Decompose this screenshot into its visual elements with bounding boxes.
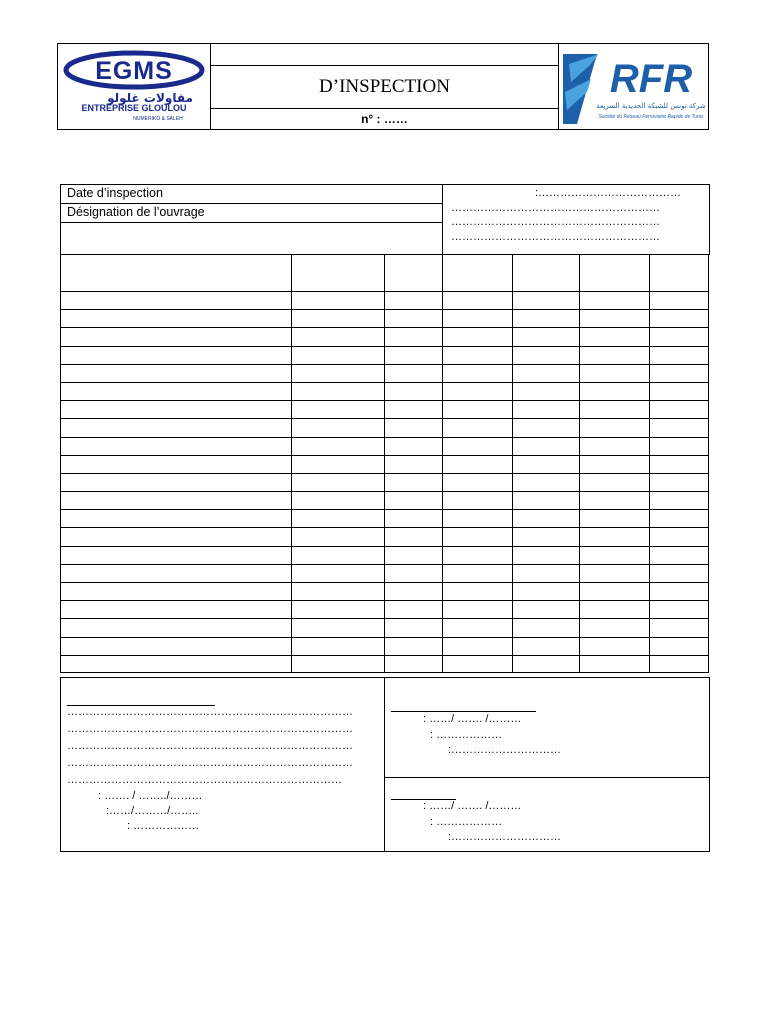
table-cell[interactable]: [650, 546, 709, 564]
table-cell[interactable]: [385, 328, 443, 346]
signature-section: [60, 677, 710, 852]
table-cell[interactable]: [61, 655, 292, 672]
table-row: [61, 346, 709, 364]
table-row: [61, 310, 709, 328]
table-cell[interactable]: [61, 364, 292, 382]
table-cell[interactable]: [443, 619, 513, 637]
table-cell[interactable]: [650, 583, 709, 601]
table-cell[interactable]: [513, 546, 580, 564]
table-row: [61, 419, 709, 437]
table-cell[interactable]: [443, 528, 513, 546]
table-cell[interactable]: [61, 328, 292, 346]
table-cell[interactable]: [443, 364, 513, 382]
table-cell[interactable]: [513, 310, 580, 328]
table-row: [61, 546, 709, 564]
right-top-date[interactable]: : ……/ ……. /………: [423, 713, 522, 725]
table-cell[interactable]: [513, 437, 580, 455]
table-cell[interactable]: [513, 583, 580, 601]
right-divider: [385, 777, 709, 778]
table-cell[interactable]: [580, 437, 650, 455]
right-top-heading-line: [391, 711, 536, 712]
table-cell[interactable]: [443, 382, 513, 400]
table-header-cell: [61, 255, 292, 292]
table-cell[interactable]: [443, 328, 513, 346]
table-cell[interactable]: [650, 328, 709, 346]
table-row: [61, 364, 709, 382]
table-cell[interactable]: [650, 528, 709, 546]
page-title: D’INSPECTION: [211, 66, 558, 109]
table-cell[interactable]: [61, 310, 292, 328]
table-cell[interactable]: [61, 292, 292, 310]
table-cell[interactable]: [443, 346, 513, 364]
table-cell[interactable]: [580, 619, 650, 637]
table-cell[interactable]: [443, 655, 513, 672]
left-date-1[interactable]: : ……. / ……../………: [98, 790, 203, 802]
table-row: [61, 455, 709, 473]
table-cell[interactable]: [650, 619, 709, 637]
table-header-cell: [385, 255, 443, 292]
table-cell[interactable]: [292, 619, 385, 637]
table-cell[interactable]: [292, 601, 385, 619]
table-cell[interactable]: [580, 346, 650, 364]
observation-line[interactable]: ……………………………………………………………………: [67, 740, 353, 752]
table-cell[interactable]: [292, 455, 385, 473]
table-cell[interactable]: [292, 510, 385, 528]
table-cell[interactable]: [385, 583, 443, 601]
table-row: [61, 583, 709, 601]
table-cell[interactable]: [61, 455, 292, 473]
observation-line[interactable]: ……………………………………………………………………: [67, 723, 353, 735]
table-row: [61, 473, 709, 491]
table-cell[interactable]: [61, 564, 292, 582]
inspection-info: [60, 184, 710, 255]
table-cell[interactable]: [580, 401, 650, 419]
table-cell[interactable]: [61, 346, 292, 364]
table-cell[interactable]: [385, 601, 443, 619]
table-header-cell: [292, 255, 385, 292]
rfr-arabic: شركة تونس للشبكة الحديدية السريعة: [596, 102, 706, 110]
table-cell[interactable]: [650, 401, 709, 419]
table-cell[interactable]: [513, 510, 580, 528]
table-cell[interactable]: [292, 637, 385, 655]
table-cell[interactable]: [580, 364, 650, 382]
table-cell[interactable]: [513, 382, 580, 400]
table-row: [61, 601, 709, 619]
table-cell[interactable]: [513, 619, 580, 637]
table-cell[interactable]: [513, 564, 580, 582]
table-cell[interactable]: [443, 292, 513, 310]
table-cell[interactable]: [650, 637, 709, 655]
table-cell[interactable]: [650, 492, 709, 510]
table-cell[interactable]: [61, 382, 292, 400]
egms-sub: NUMERIKO & SALEH: [133, 116, 183, 122]
table-row: [61, 492, 709, 510]
table-row: [61, 564, 709, 582]
table-cell[interactable]: [443, 419, 513, 437]
table-cell[interactable]: [61, 601, 292, 619]
observation-line[interactable]: …………………………………………………………………: [67, 774, 342, 786]
table-cell[interactable]: [513, 364, 580, 382]
table-cell[interactable]: [385, 455, 443, 473]
egms-mark: EGMS: [95, 57, 173, 85]
table-cell[interactable]: [385, 492, 443, 510]
table-cell[interactable]: [580, 328, 650, 346]
table-row: [61, 437, 709, 455]
table-row: [61, 528, 709, 546]
table-cell[interactable]: [61, 528, 292, 546]
table-row: [61, 619, 709, 637]
table-cell[interactable]: [61, 492, 292, 510]
table-row: [61, 382, 709, 400]
table-cell[interactable]: [580, 583, 650, 601]
egms-logo-graphic: [58, 44, 210, 129]
table-cell[interactable]: [513, 346, 580, 364]
table-cell[interactable]: [61, 619, 292, 637]
table-cell[interactable]: [580, 492, 650, 510]
table-cell[interactable]: [580, 564, 650, 582]
table-cell[interactable]: [513, 328, 580, 346]
table-cell[interactable]: [292, 292, 385, 310]
egms-company: ENTREPRISE GLOULOU: [81, 103, 187, 113]
table-cell[interactable]: [513, 637, 580, 655]
table-cell[interactable]: [292, 655, 385, 672]
table-header-cell: [443, 255, 513, 292]
rfr-logo: [558, 44, 708, 129]
right-top-signature[interactable]: :…………………………: [448, 744, 562, 756]
table-cell[interactable]: [292, 346, 385, 364]
table-cell[interactable]: [443, 401, 513, 419]
table-cell[interactable]: [650, 346, 709, 364]
observations-block: [61, 678, 385, 851]
info-right-line3: …………………………………………………: [451, 216, 660, 228]
table-cell[interactable]: [385, 528, 443, 546]
table-cell[interactable]: [385, 401, 443, 419]
table-cell[interactable]: [650, 455, 709, 473]
date-label: Date d’inspection: [67, 186, 163, 200]
table-cell[interactable]: [61, 546, 292, 564]
table-cell[interactable]: [513, 455, 580, 473]
table-cell[interactable]: [385, 564, 443, 582]
table-cell[interactable]: [513, 528, 580, 546]
table-cell[interactable]: [292, 419, 385, 437]
table-cell[interactable]: [443, 492, 513, 510]
table-cell[interactable]: [61, 637, 292, 655]
table-cell[interactable]: [650, 510, 709, 528]
table-cell[interactable]: [580, 528, 650, 546]
table-cell[interactable]: [513, 492, 580, 510]
rfr-mark: RFR: [609, 57, 693, 101]
table-cell[interactable]: [292, 546, 385, 564]
table-cell[interactable]: [61, 473, 292, 491]
table-cell[interactable]: [650, 655, 709, 672]
observation-line[interactable]: ……………………………………………………………………: [67, 757, 353, 769]
table-header-cell: [650, 255, 709, 292]
table-row: [61, 328, 709, 346]
table-cell[interactable]: [385, 382, 443, 400]
inspection-table-body: [61, 255, 709, 673]
table-cell[interactable]: [650, 310, 709, 328]
table-cell[interactable]: [580, 292, 650, 310]
table-cell[interactable]: [650, 473, 709, 491]
table-cell[interactable]: [580, 419, 650, 437]
designation-value[interactable]: [61, 223, 442, 254]
table-cell[interactable]: [292, 382, 385, 400]
table-cell[interactable]: [292, 473, 385, 491]
table-row: [61, 292, 709, 310]
info-left: [61, 185, 443, 254]
table-cell[interactable]: [292, 492, 385, 510]
table-cell[interactable]: [650, 292, 709, 310]
table-cell[interactable]: [292, 437, 385, 455]
table-cell[interactable]: [292, 364, 385, 382]
right-top-name[interactable]: : ………………: [430, 729, 503, 741]
table-cell[interactable]: [443, 601, 513, 619]
table-cell[interactable]: [292, 583, 385, 601]
table-cell[interactable]: [443, 546, 513, 564]
rfr-logo-graphic: [559, 44, 709, 129]
table-cell[interactable]: [580, 510, 650, 528]
table-cell[interactable]: [292, 310, 385, 328]
info-right-line4: …………………………………………………: [451, 231, 660, 243]
table-cell[interactable]: [513, 401, 580, 419]
left-signature[interactable]: : ………………: [127, 820, 200, 832]
table-cell[interactable]: [385, 364, 443, 382]
egms-logo: [58, 44, 211, 129]
table-cell[interactable]: [650, 601, 709, 619]
table-cell[interactable]: [443, 437, 513, 455]
table-cell[interactable]: [650, 419, 709, 437]
table-cell[interactable]: [385, 637, 443, 655]
table-cell[interactable]: [385, 473, 443, 491]
table-cell[interactable]: [385, 292, 443, 310]
table-header-cell: [580, 255, 650, 292]
header-blank-row: [211, 44, 558, 66]
observation-line[interactable]: ……………………………………………………………………: [67, 706, 353, 718]
document-header: [57, 43, 709, 130]
right-bottom-date[interactable]: : ……/ ……. /………: [423, 800, 522, 812]
table-cell[interactable]: [443, 564, 513, 582]
table-cell[interactable]: [443, 583, 513, 601]
table-cell[interactable]: [513, 655, 580, 672]
table-cell[interactable]: [61, 401, 292, 419]
date-field[interactable]: [61, 185, 442, 204]
table-cell[interactable]: [443, 510, 513, 528]
table-cell[interactable]: [650, 364, 709, 382]
table-cell[interactable]: [292, 528, 385, 546]
table-cell[interactable]: [61, 583, 292, 601]
table-cell[interactable]: [580, 546, 650, 564]
right-bottom-signature[interactable]: :…………………………: [448, 831, 562, 843]
table-cell[interactable]: [292, 401, 385, 419]
table-cell[interactable]: [513, 419, 580, 437]
table-cell[interactable]: [513, 292, 580, 310]
table-cell[interactable]: [385, 310, 443, 328]
table-cell[interactable]: [443, 473, 513, 491]
table-row: [61, 401, 709, 419]
table-cell[interactable]: [385, 510, 443, 528]
inspection-number: n° : ……: [361, 112, 408, 126]
table-cell[interactable]: [443, 637, 513, 655]
table-cell[interactable]: [650, 437, 709, 455]
table-cell[interactable]: [580, 473, 650, 491]
table-row: [61, 510, 709, 528]
table-cell[interactable]: [292, 328, 385, 346]
table-header-row: [61, 255, 709, 292]
table-cell[interactable]: [385, 346, 443, 364]
table-cell[interactable]: [650, 564, 709, 582]
table-cell[interactable]: [580, 655, 650, 672]
info-right-line1: :…………………………………: [535, 187, 682, 199]
table-cell[interactable]: [385, 437, 443, 455]
table-cell[interactable]: [443, 455, 513, 473]
table-row: [61, 637, 709, 655]
table-cell[interactable]: [385, 619, 443, 637]
table-cell[interactable]: [61, 419, 292, 437]
table-cell[interactable]: [292, 564, 385, 582]
table-cell[interactable]: [650, 382, 709, 400]
table-cell[interactable]: [385, 419, 443, 437]
table-cell[interactable]: [443, 310, 513, 328]
designation-field[interactable]: [61, 204, 442, 223]
table-cell[interactable]: [580, 382, 650, 400]
right-bottom-name[interactable]: : ………………: [430, 816, 503, 828]
egms-arabic: مقاولات غلولو: [107, 91, 193, 105]
table-header-cell: [513, 255, 580, 292]
table-cell[interactable]: [580, 601, 650, 619]
table-cell[interactable]: [580, 310, 650, 328]
table-cell[interactable]: [385, 655, 443, 672]
table-cell[interactable]: [580, 455, 650, 473]
info-right-line2: …………………………………………………: [451, 202, 660, 214]
table-row: [61, 655, 709, 672]
table-cell[interactable]: [61, 437, 292, 455]
table-cell[interactable]: [385, 546, 443, 564]
table-cell[interactable]: [513, 601, 580, 619]
inspection-table: [60, 254, 709, 673]
left-date-2[interactable]: :……/………/……..: [106, 805, 199, 817]
rfr-company: Société du Réseau Ferroviaire Rapide de Tunis: [598, 114, 704, 120]
table-cell[interactable]: [580, 637, 650, 655]
designation-label: Désignation de l’ouvrage: [67, 205, 205, 219]
table-cell[interactable]: [513, 473, 580, 491]
table-cell[interactable]: [61, 510, 292, 528]
